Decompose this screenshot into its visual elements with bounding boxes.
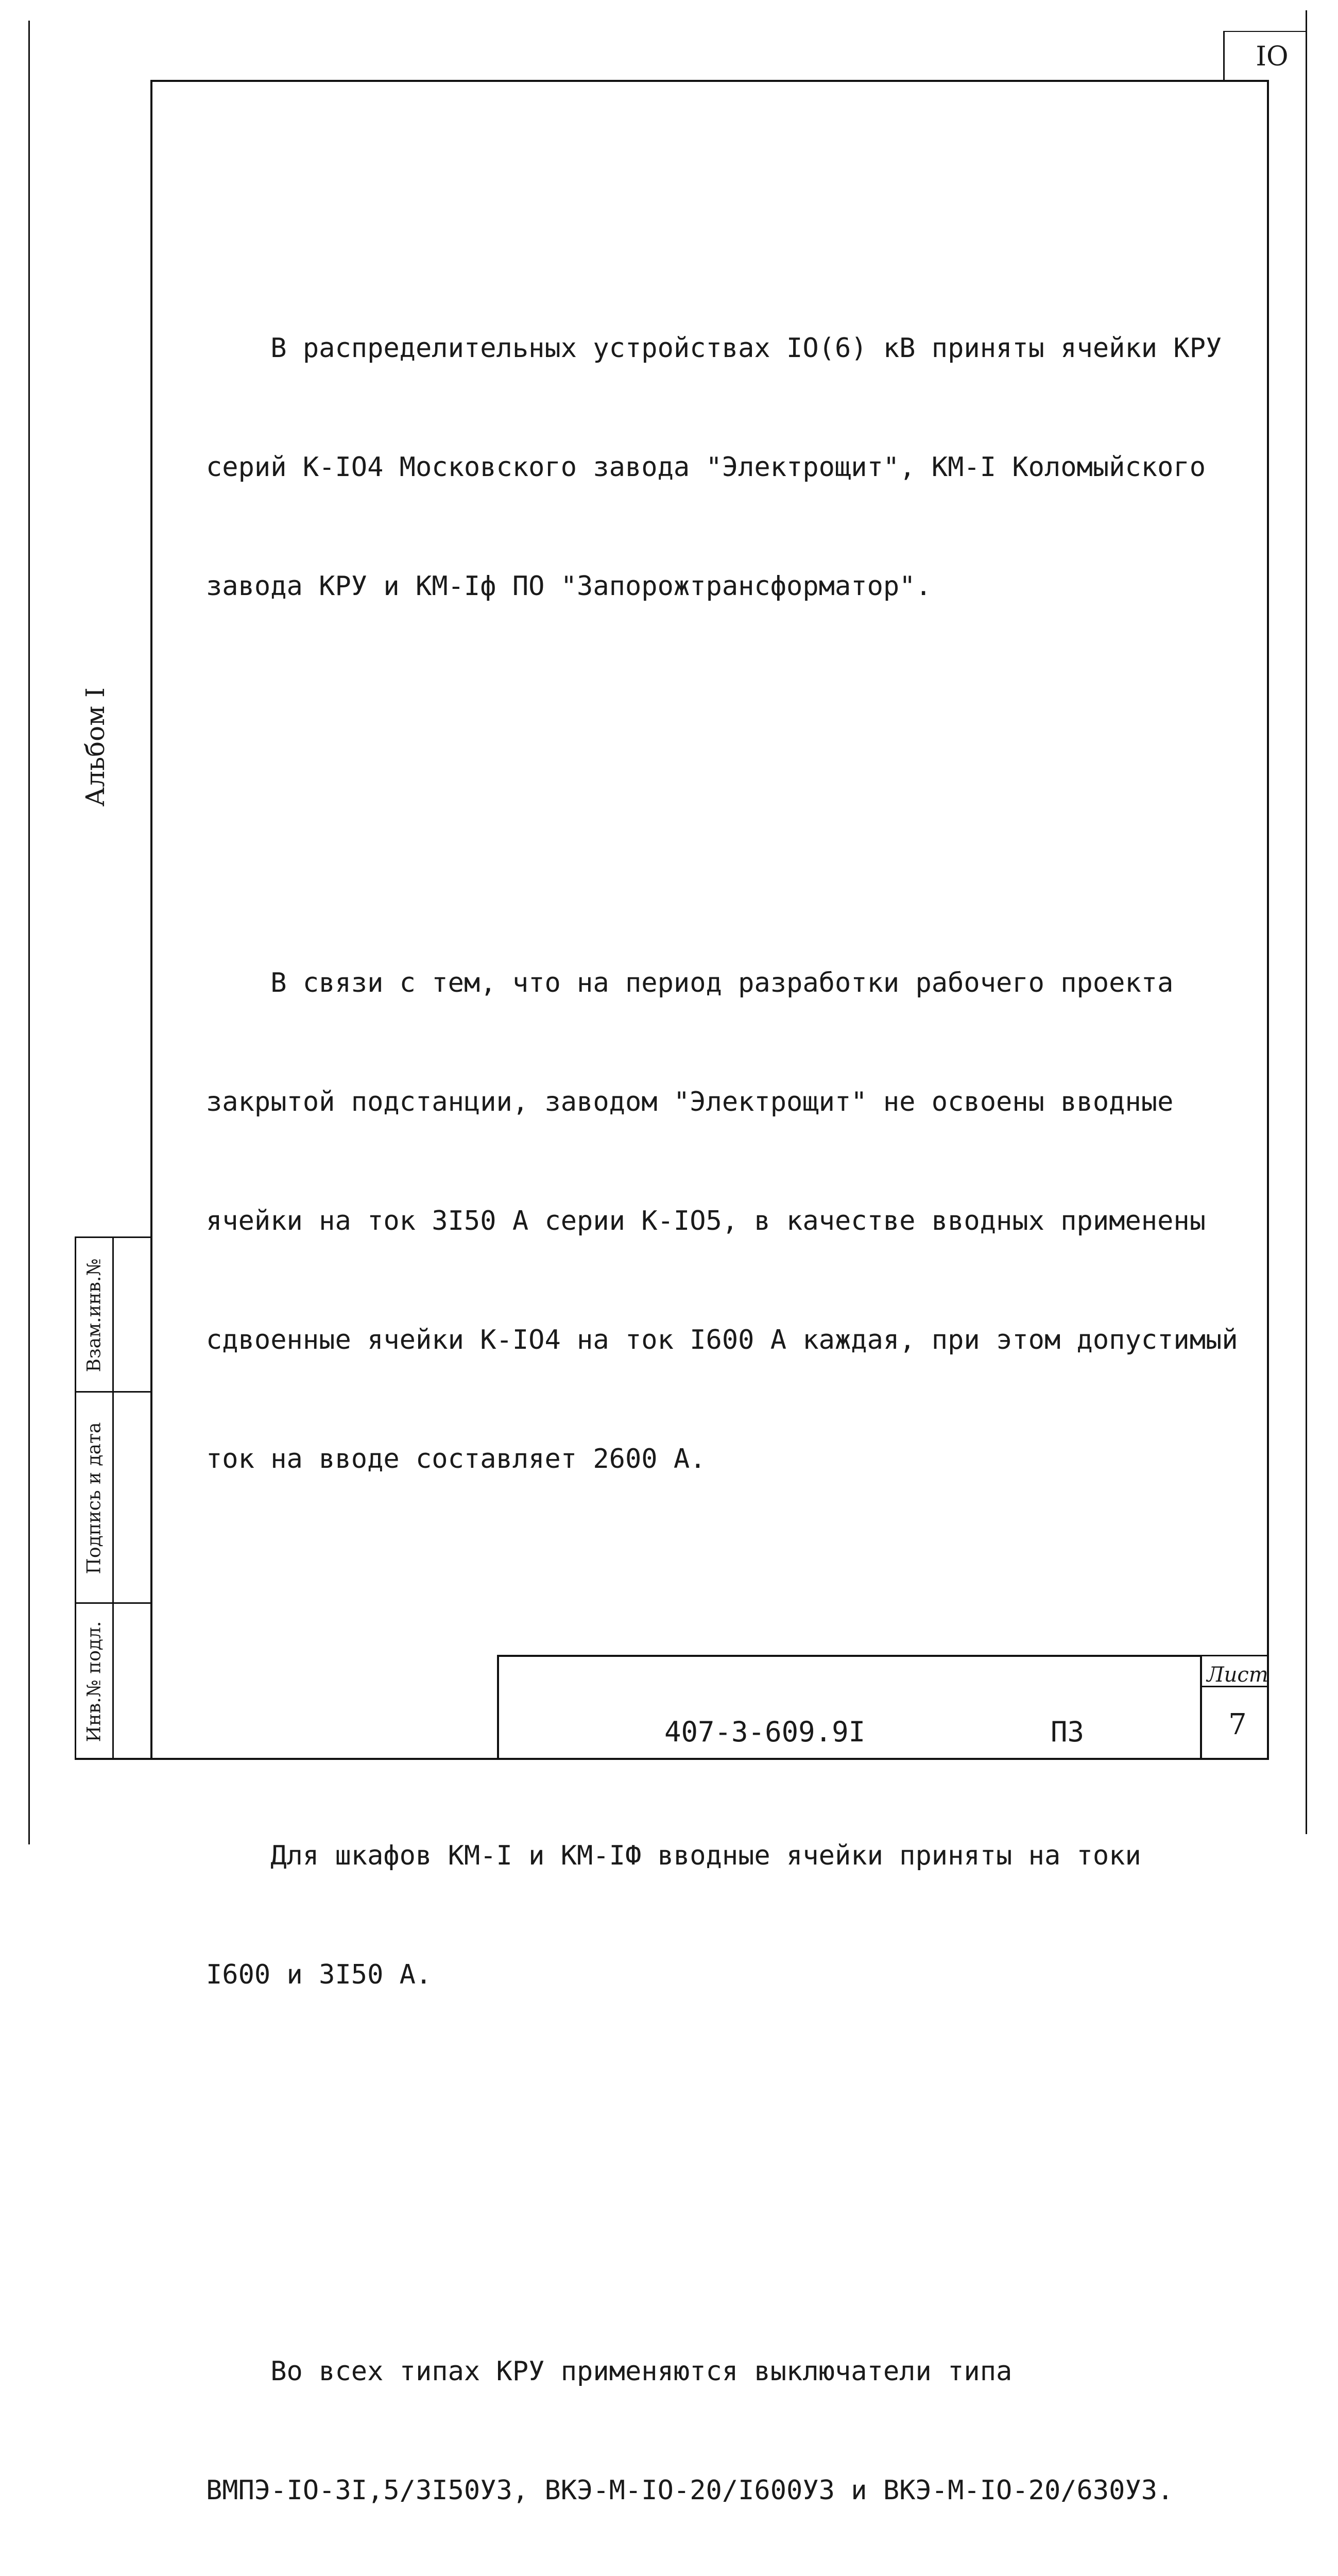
stamp-box-left <box>497 1655 499 1758</box>
frame-left-outer-line <box>28 21 30 1844</box>
side-cell-inv-podl: Инв.№ подл. <box>83 1621 105 1742</box>
page-number-top: IO <box>1256 41 1289 72</box>
side-cell-podpis-data: Подпись и дата <box>83 1422 105 1574</box>
album-label <box>80 670 110 824</box>
sheet-box-top <box>1200 1655 1268 1656</box>
paragraph: Во всех типах КРУ применяются выключатели типа ВМПЭ-IO-3I,5/3I50УЗ, ВКЭ-М-IO-20/I600УЗ и ВКЭ-М-IO-20/630УЗ. <box>206 2356 1174 2506</box>
frame-border-right <box>1267 80 1269 1759</box>
document-code: 407-3-609.9I <box>664 1716 866 1748</box>
paragraph: В распределительных устройствах IO(6) кВ приняты ячейки КРУ серий К-IO4 Московского завода "Электрощит", КМ-I Коломыйского завода КРУ и КМ-Iф ПО "Запорожтрансформатор". <box>206 333 1222 602</box>
page-number-box-top <box>1223 31 1307 32</box>
sheet-number: 7 <box>1228 1708 1247 1741</box>
side-stamp-sep-2 <box>75 1602 152 1604</box>
frame-right-outer-line <box>1306 10 1307 1834</box>
stamp-box-top <box>497 1655 1202 1657</box>
side-stamp-sep-1 <box>75 1391 152 1393</box>
document-body <box>206 170 1267 2576</box>
paragraph: В связи с тем, что на период разработки рабочего проекта закрытой подстанции, заводом "Электрощит" не освоены вводные ячейки на ток 3I50 А серии К-IO5, в качестве вводных применены сдвоенные ячейки К-IO4 на ток I600 А каждая, при этом допустимый ток на вводе составляет 2600 А. <box>206 968 1238 1475</box>
sheet-label: Лист <box>1207 1663 1268 1687</box>
document-type: ПЗ <box>1051 1716 1085 1748</box>
side-stamp-top <box>75 1236 152 1238</box>
album-label-text: Альбом I <box>80 687 110 807</box>
sheet-box-left <box>1200 1655 1202 1758</box>
page-number-box-left <box>1223 31 1225 80</box>
frame-border-top <box>150 80 1269 82</box>
side-cell-vzam-inv: Взам.инв.№ <box>83 1258 105 1372</box>
side-stamp-divider <box>112 1236 114 1759</box>
paragraph: Для шкафов КМ-I и КМ-IФ вводные ячейки приняты на токи I600 и 3I50 А. <box>206 1840 1141 1990</box>
frame-border-left <box>150 80 152 1759</box>
